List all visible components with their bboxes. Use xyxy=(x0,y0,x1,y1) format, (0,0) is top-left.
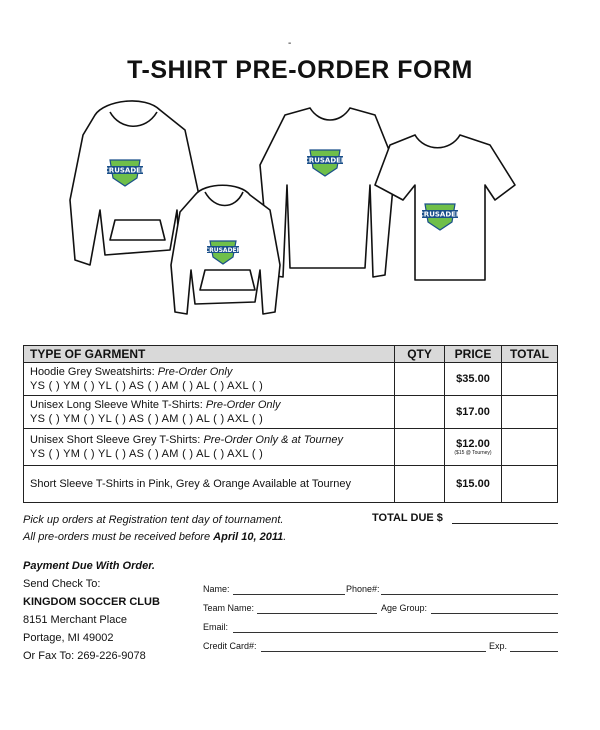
garment-table xyxy=(23,345,558,503)
send-check-label: Send Check To: xyxy=(23,578,101,590)
deadline-date: April 10, 2011 xyxy=(213,531,284,543)
table-row xyxy=(24,363,558,396)
table-row xyxy=(24,429,558,466)
total-cell[interactable] xyxy=(501,429,557,466)
column-header-price: PRICE xyxy=(445,346,502,363)
fax-number: Or Fax To: 269-226-9078 xyxy=(23,650,146,662)
age-group-label: Age Group: xyxy=(381,603,428,613)
name-field[interactable] xyxy=(233,594,345,595)
age-group-field[interactable] xyxy=(431,613,558,614)
garment-cell: Unisex Short Sleeve Grey T-Shirts: Pre-Order Only & at Tourney YS ( ) YM ( ) YL ( ) AS ( ) AM ( ) AL ( ) AXL ( ) xyxy=(24,429,395,466)
total-due-label: TOTAL DUE $ xyxy=(372,512,443,524)
club-street: 8151 Merchant Place xyxy=(23,614,127,626)
garment-illustration xyxy=(65,90,535,320)
qty-cell[interactable] xyxy=(395,429,445,466)
club-city: Portage, MI 49002 xyxy=(23,632,114,644)
price-cell: $35.00 xyxy=(445,363,502,396)
credit-card-field[interactable] xyxy=(261,651,486,652)
total-cell[interactable] xyxy=(501,396,557,429)
price-cell: $17.00 xyxy=(445,396,502,429)
size-options[interactable]: YS ( ) YM ( ) YL ( ) AS ( ) AM ( ) AL ( ) AXL ( ) xyxy=(30,380,264,392)
garment-cell: Short Sleeve T-Shirts in Pink, Grey & Orange Available at Tourney xyxy=(24,466,395,503)
club-name: KINGDOM SOCCER CLUB xyxy=(23,596,160,608)
table-row xyxy=(24,466,558,503)
column-header-qty: QTY xyxy=(395,346,445,363)
qty-cell[interactable] xyxy=(395,466,445,503)
name-label: Name: xyxy=(203,584,230,594)
payment-due: Payment Due With Order. xyxy=(23,560,155,572)
pickup-notes: Pick up orders at Registration tent day of tournament. All pre-orders must be received before April 10, 2011. xyxy=(23,514,287,543)
team-name-label: Team Name: xyxy=(203,603,255,613)
svg-text:CRUSADER: CRUSADER xyxy=(103,166,147,175)
exp-label: Exp. xyxy=(489,641,508,651)
long-sleeve-tee-image xyxy=(260,108,395,277)
contact-fields xyxy=(203,582,558,658)
price-cell: $15.00 xyxy=(445,466,502,503)
svg-text:CRUSADER: CRUSADER xyxy=(303,156,347,165)
garment-cell: Unisex Long Sleeve White T-Shirts: Pre-Order Only YS ( ) YM ( ) YL ( ) AS ( ) AM ( ) AL ( ) AXL ( ) xyxy=(24,396,395,429)
qty-cell[interactable] xyxy=(395,396,445,429)
top-mark: - xyxy=(288,38,292,49)
column-header-total: TOTAL xyxy=(501,346,557,363)
total-due-field[interactable] xyxy=(452,523,558,524)
phone-label: Phone#: xyxy=(346,584,380,594)
credit-card-label: Credit Card#: xyxy=(203,641,257,651)
size-options[interactable]: YS ( ) YM ( ) YL ( ) AS ( ) AM ( ) AL ( ) AXL ( ) xyxy=(30,413,264,425)
table-header-row xyxy=(24,346,558,363)
phone-field[interactable] xyxy=(381,594,558,595)
exp-field[interactable] xyxy=(510,651,558,652)
price-cell: $12.00 ($15 @ Tourney) xyxy=(445,429,502,466)
qty-cell[interactable] xyxy=(395,363,445,396)
svg-text:CRUSADER: CRUSADER xyxy=(204,246,242,254)
total-cell[interactable] xyxy=(501,363,557,396)
total-cell[interactable] xyxy=(501,466,557,503)
garment-cell: Hoodie Grey Sweatshirts: Pre-Order Only YS ( ) YM ( ) YL ( ) AS ( ) AM ( ) AL ( ) AXL ( ) xyxy=(24,363,395,396)
email-label: Email: xyxy=(203,622,229,632)
table-row xyxy=(24,396,558,429)
payment-info xyxy=(23,557,160,665)
email-field[interactable] xyxy=(233,632,558,633)
page-title: T-SHIRT PRE-ORDER FORM xyxy=(127,56,473,84)
svg-text:CRUSADER: CRUSADER xyxy=(418,210,462,219)
team-name-field[interactable] xyxy=(257,613,377,614)
size-options[interactable]: YS ( ) YM ( ) YL ( ) AS ( ) AM ( ) AL ( ) AXL ( ) xyxy=(30,448,264,460)
price-note: ($15 @ Tourney) xyxy=(454,450,492,456)
column-header-type: TYPE OF GARMENT xyxy=(24,346,395,363)
